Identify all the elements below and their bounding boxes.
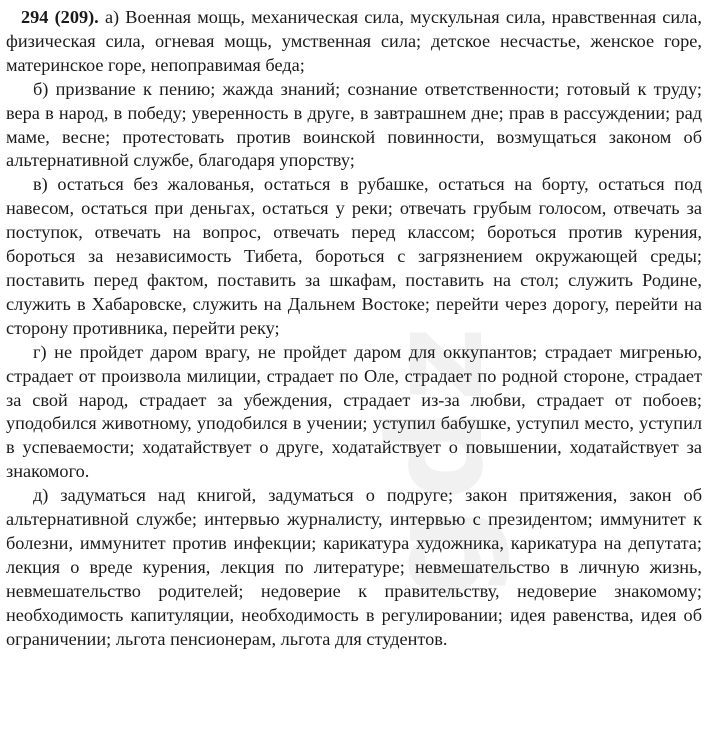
paragraph-v: в) остаться без жалованья, остаться в рубашке, остаться на борту, остаться под навесом, остаться при деньгах, остаться у реки; отвечать грубым голосом, отвечать за поступок, отвечать на вопрос, отвечать перед классом; бороться против курения, бороться за независимость Тибета, бороться с загрязнением окружающей среды; поставить перед фактом, поставить за шкафам, поставить на стол; служить Родине, служить в Хабаровске, служить на Дальнем Востоке; перейти через дорогу, перейти на сторону противника, перейти реку;	[6, 174, 702, 338]
paragraph-a	[6, 6, 702, 78]
exercise-text	[6, 6, 702, 651]
paragraph-g: г) не пройдет даром врагу, не пройдет даром для оккупантов; страдает мигренью, страдает от произвола милиции, страдает по Оле, страдает по родной стороне, страдает за свой народ, страдает за убеждения, страдает из-за любви, страдает от побоев; уподобился животному, уподобился в учении; уступил бабушке, уступил место, уступил в успеваемости; ходатайствует о друге, ходатайствует о повышении, ходатайствует за знакомого.	[6, 341, 702, 482]
exercise-number: 294 (209).	[21, 7, 99, 27]
paragraph-d: д) задуматься над книгой, задуматься о подруге; закон притяжения, закон об альтернативной службе; интервью журналисту, интервью с президентом; иммунитет к болезни, иммунитет против инфекции; карикатура художника, карикатура на депутата; лекция о вреде курения, лекция по литературе; невмешательство в личную жизнь, невмешательство родителей; недоверие к правительству, недоверие знакомому; необходимость капитуляции, необходимость в регулировании; идея равенства, идея об ограничении; льгота пенсионерам, льгота для студентов.	[6, 485, 702, 649]
paragraph-b: б) призвание к пению; жажда знаний; сознание ответственности; готовый к труду; вера в народ, в победу; уверенность в друге, в завтрашнем дне; прав в рассуждении; рад маме, весне; протестовать против воинской повинности, возмущаться законом об альтернативной службе, благодаря упорству;	[6, 78, 702, 171]
watermark: gdz	[360, 320, 512, 600]
paragraph-a-text: а) Военная мощь, механическая сила, мускульная сила, нравственная сила, физическая сила, огневая мощь, умственная сила; детское несчастье, женское горе, материнское горе, непоправимая беда;	[6, 7, 702, 75]
